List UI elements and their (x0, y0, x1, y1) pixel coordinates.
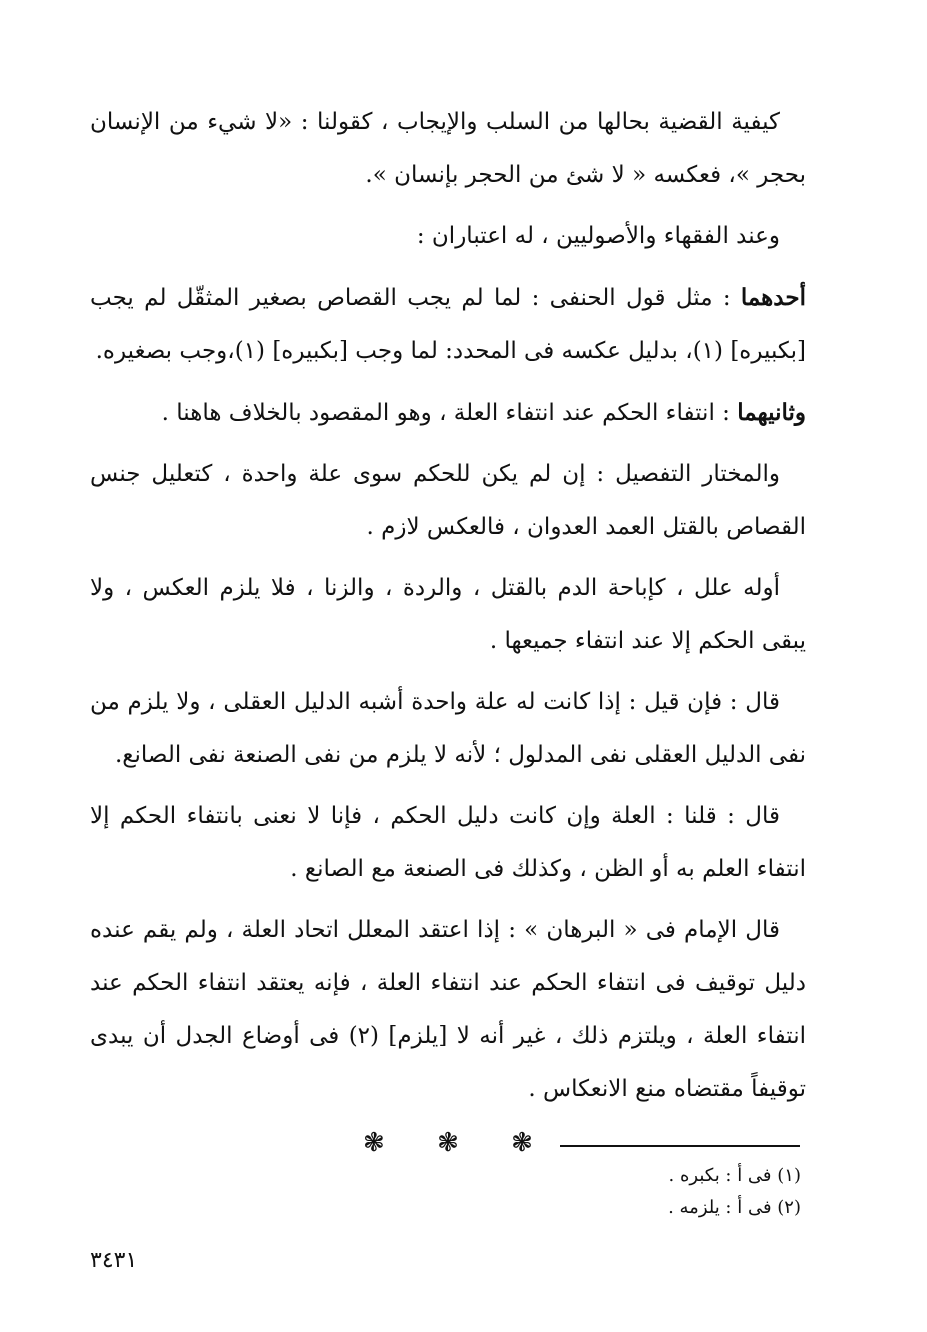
paragraph-3 (90, 271, 806, 378)
footnote-1: (١) فى أ : بكبره . (668, 1165, 801, 1186)
paragraph-2-text: وعند الفقهاء والأصوليين ، له اعتباران : (416, 223, 780, 249)
paragraph-3-lead: أحدهما (740, 284, 806, 311)
paragraph-1 (90, 96, 806, 202)
paragraph-8-text: قال : قلنا : العلة وإن كانت دليل الحكم ، فإنا لا نعنى بانتفاء الحكم إلا انتفاء العلم به أو الظن ، وكذلك فى الصنعة مع الصانع . (90, 803, 806, 882)
paragraph-7 (90, 676, 806, 782)
section-ornaments: ❃ ❃ ❃ (363, 1128, 555, 1158)
footnote-2: (٢) فى أ : يلزمه . (668, 1197, 801, 1218)
paragraph-6-text: أوله علل ، كإباحة الدم بالقتل ، والردة ، والزنا ، فلا يلزم العكس ، ولا يبقى الحكم إلا عند انتفاء جميعها . (90, 575, 806, 654)
paragraph-8 (90, 790, 806, 896)
footnote-divider (560, 1145, 800, 1147)
footnotes (668, 1160, 801, 1224)
paragraph-7-text: قال : فإن قيل : إذا كانت له علة واحدة أشبه الدليل العقلى ، ولا يلزم من نفى الدليل العقلى نفى المدلول ؛ لأنه لا يلزم من نفى الصنعة نفى الصانع. (90, 689, 806, 768)
paragraph-5 (90, 448, 806, 554)
paragraph-6 (90, 562, 806, 668)
page-number: ٣٤٣١ (90, 1248, 138, 1273)
paragraph-1-text: كيفية القضية بحالها من السلب والإيجاب ، كقولنا : «لا شيء من الإنسان بحجر »، فعكسه « لا شئ من الحجر بإنسان ». (90, 109, 806, 188)
paragraph-5-text: والمختار التفصيل : إن لم يكن للحكم سوى علة واحدة ، كتعليل جنس القصاص بالقتل العمد العدوان ، فالعكس لازم . (90, 461, 806, 540)
paragraph-2 (90, 210, 806, 263)
page-body (90, 96, 806, 1158)
paragraph-4-lead: وثانيهما (737, 399, 806, 426)
paragraph-9-text: قال الإمام فى « البرهان » : إذا اعتقد المعلل اتحاد العلة ، ولم يقم عنده دليل توقيف فى انتفاء الحكم عند انتفاء العلة ، فإنه يعتقد انتفاء الحكم عند انتفاء العلة ، ويلتزم ذلك ، غير أنه لا [يلزم] (٢) فى أوضاع الجدل أن يبدى توقيفاً مقتضاه منع الانعكاس . (90, 917, 806, 1102)
paragraph-9 (90, 904, 806, 1116)
paragraph-4-text: : انتفاء الحكم عند انتفاء العلة ، وهو المقصود بالخلاف هاهنا . (161, 400, 738, 426)
paragraph-4 (90, 386, 806, 440)
paragraph-3-text: : مثل قول الحنفى : لما لم يجب القصاص بصغير المثقّل لم يجب [بكبيره] (١)، بدليل عكسه فى المحدد: لما وجب [بكبيره] (١)،وجب بصغيره. (90, 285, 806, 364)
